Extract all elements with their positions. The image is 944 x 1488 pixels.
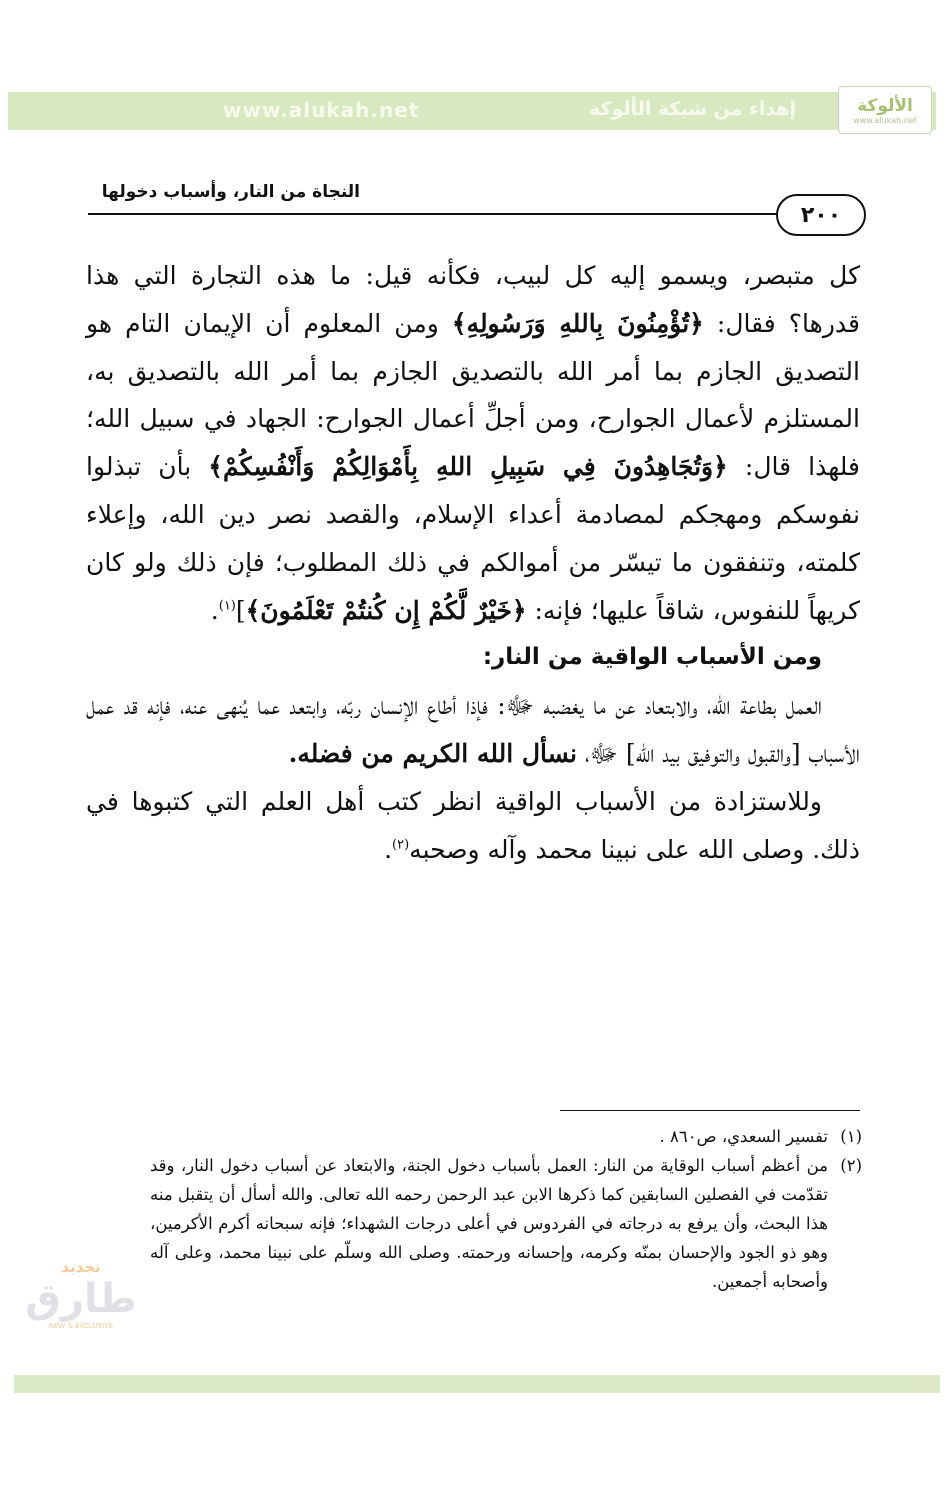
p1-text-c: بأن تبذلوا نفوسكم ومهجكم لمصادمة أعداء الإسلام، والقصد نصر دين الله، وإعلاء كلمته، وتنفقون ما تيسّر من أموالكم في ذلك المطلوب؛ فإن ذلك ولو كان كريهاً للنفوس، شاقاً عليها؛ فإنه:	[86, 452, 860, 625]
site-url: www.alukah.net	[223, 98, 420, 122]
footnote-mark: (٢)	[840, 1156, 862, 1175]
p3-end: .	[384, 834, 393, 864]
footnote-text: من أعظم أسباب الوقاية من النار: العمل بأسباب دخول الجنة، والابتعاد عن أسباب دخول النار، وقد تقدّمت في الفصلين السابقين كما ذكرها الابن عبد الرحمن رحمه الله تعالى. والله أسأل أن يتقبل منه هذا البحث، وأن يرفع به درجاته في الفردوس في أعلى درجات الشهداء؛ فإنه سبحانه أكرم الأكرمين، وهو ذو الجود والإحسان بمنّه وكرمه، وإحسانه ورحمته. وصلى الله وسلّم على نبينا محمد، وعلى آله وأصحابه أجمعين.	[150, 1156, 828, 1291]
section-heading: ومن الأسباب الواقية من النار:	[482, 644, 822, 671]
quran-verse-3: ﴿خَيْرٌ لَّكُمْ إِن كُنتُمْ تَعْلَمُونَ﴾	[245, 595, 527, 625]
footnote-2	[150, 1151, 862, 1296]
bottom-bar	[14, 1375, 940, 1393]
watermark-top: تجديد	[61, 1258, 101, 1276]
p1-bracket: ]	[235, 595, 246, 625]
quran-verse-2: ﴿وَتُجَاهِدُونَ فِي سَبِيلِ اللهِ بِأَمْوَالِكُمْ وَأَنْفُسِكُمْ﴾	[208, 452, 728, 482]
p3-text: وللاستزادة من الأسباب الواقية انظر كتب أهل العلم التي كتبوها في ذلك. وصلى الله على نبينا محمد وآله وصحبه	[86, 786, 860, 864]
alukah-logo	[838, 86, 932, 134]
header-rule	[88, 213, 778, 215]
logo-url: www.alukah.net	[853, 115, 917, 125]
footnote-mark: (١)	[840, 1127, 862, 1146]
p2-text: العمل بطاعة الله، والابتعاد عن ما يغضبه ﷻ: فإذا أطاع الإنسان ربّه، وابتعد عما يُنهى عنه، فإنه قد عمل الأسباب [والقبول والتوفيق بيد الله] ﷻ،	[86, 691, 860, 768]
footnote-rule	[560, 1110, 860, 1111]
p1-text-a: كل متبصر، ويسمو إليه كل لبيب، فكأنه قيل: ما هذه التجارة التي هذا قدرها؟ فقال:	[86, 261, 861, 338]
quran-verse-1: ﴿تُؤْمِنُونَ بِاللهِ وَرَسُولِهِ﴾	[451, 308, 704, 338]
watermark-logo	[18, 1240, 144, 1348]
main-text	[86, 252, 860, 873]
gift-text: إهداء من شبكة الألوكة	[588, 98, 796, 120]
footnote-1	[150, 1122, 862, 1151]
top-banner	[8, 92, 936, 130]
logo-text: الألوكة	[857, 95, 913, 116]
watermark-sub: NEW & EXCLUSIVE	[48, 1322, 114, 1330]
watermark-main: طارق	[25, 1276, 137, 1322]
footnote-ref-1[interactable]: (١)	[218, 598, 236, 614]
p1-text-b: ومن المعلوم أن الإيمان التام هو التصديق الجازم بما أمر الله بالتصديق الجازم بما أمر الله بالتصديق به، المستلزم لأعمال الجوارح، ومن أجلِّ أعمال الجوارح: الجهاد في سبيل الله؛ فلهذا قال:	[86, 308, 860, 482]
footnote-ref-2[interactable]: (٢)	[392, 837, 410, 853]
page-number: ٢٠٠	[776, 194, 866, 236]
paragraph-3	[86, 778, 860, 874]
paragraph-2	[86, 682, 860, 778]
footnote-text: تفسير السعدي، ص٨٦٠ .	[659, 1127, 828, 1146]
footnotes	[150, 1122, 862, 1296]
p1-end: .	[210, 595, 219, 625]
paragraph-1	[86, 252, 860, 634]
running-title: النجاة من النار، وأسباب دخولها	[101, 182, 360, 202]
p2-bold-text: نسأل الله الكريم من فضله.	[288, 738, 577, 768]
